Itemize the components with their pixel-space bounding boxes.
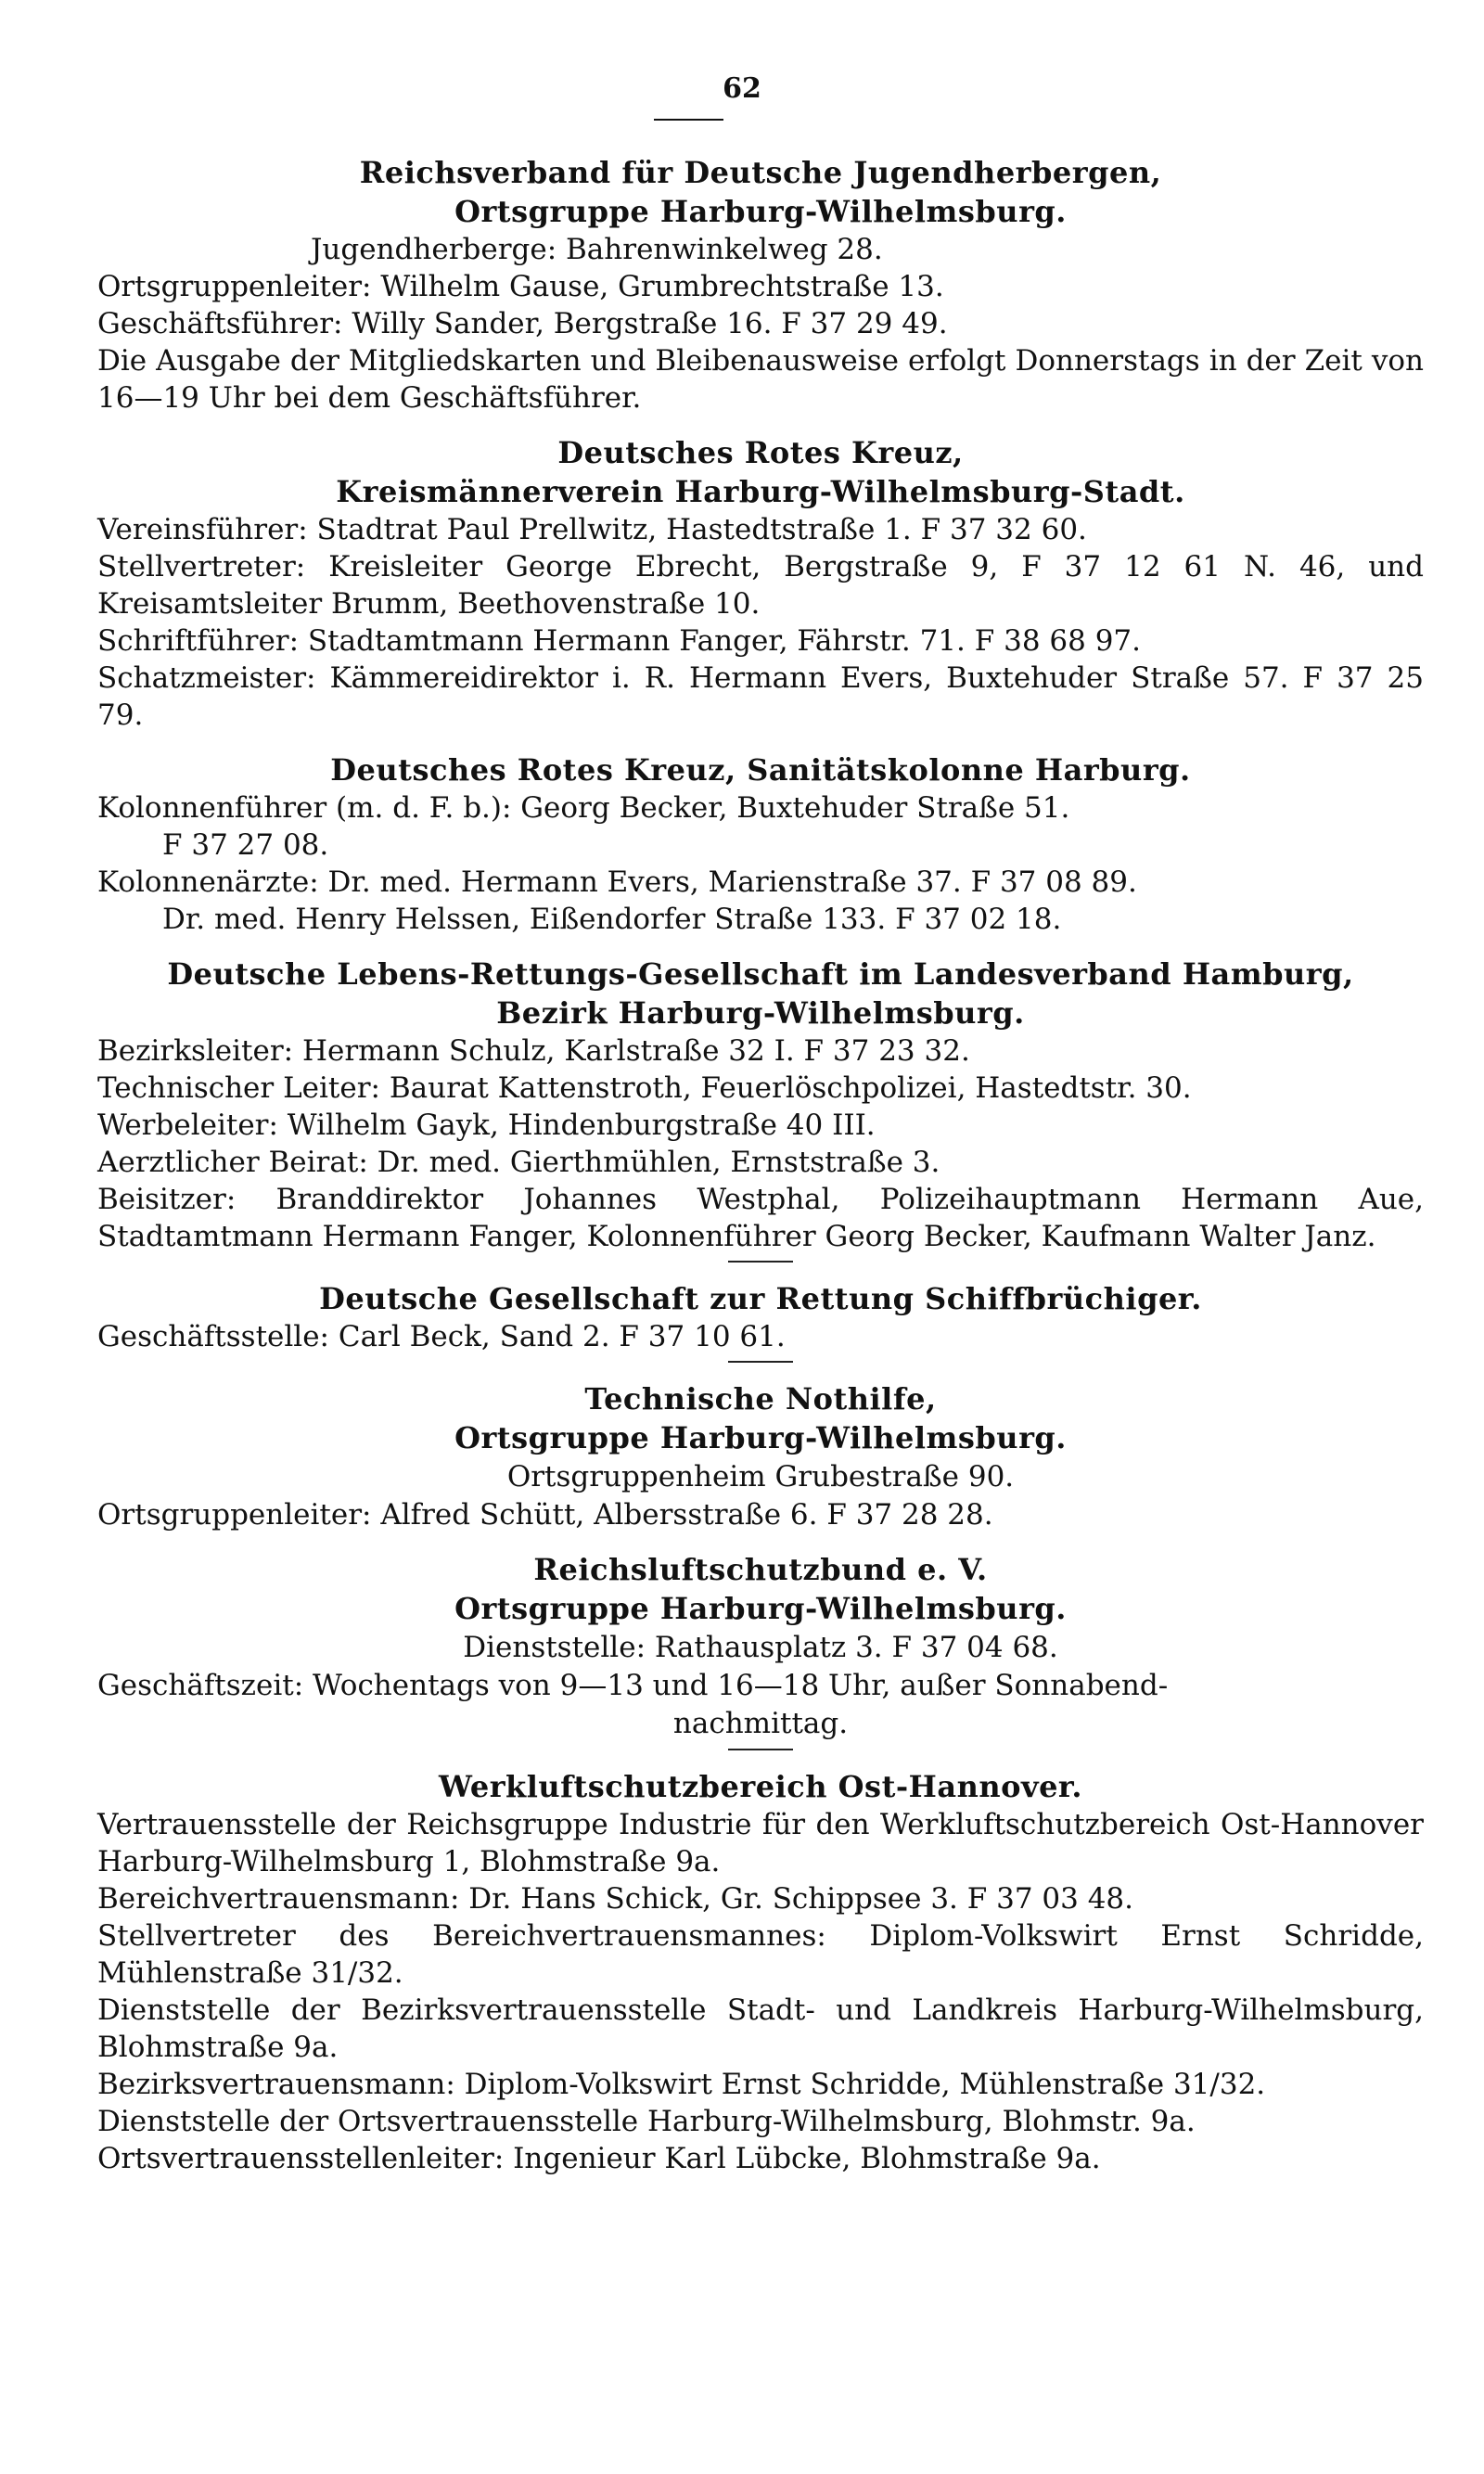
entry-line: Ortsvertrauensstellenleiter: Ingenieur Karl Lübcke, Blohmstraße 9a. <box>97 2142 1101 2175</box>
section-heading: Reichsverband für Deutsche Jugendherbergen, <box>359 155 1162 190</box>
section-subheading: Ortsgruppe Harburg-Wilhelmsburg. <box>454 1420 1067 1455</box>
entry-line: Ortsgruppenleiter: Alfred Schütt, Albersstraße 6. F 37 28 28. <box>97 1498 993 1532</box>
section-heading: Deutsches Rotes Kreuz, Sanitätskolonne Harburg. <box>330 752 1191 788</box>
entry-line: Dienststelle der Ortsvertrauensstelle Harburg-Wilhelmsburg, Blohmstr. 9a. <box>97 2105 1196 2138</box>
entry-line: Stellvertreter: Kreisleiter George Ebrecht, Bergstraße 9, F 37 12 61 N. 46, und Kreisamtsleiter Brumm, Beethovenstraße 10. <box>97 550 1424 621</box>
page-content <box>97 153 1424 2194</box>
section-heading: Technische Nothilfe, <box>584 1381 937 1416</box>
section-subheading: Ortsgruppe Harburg-Wilhelmsburg. <box>454 1591 1067 1626</box>
entry-line: Technischer Leiter: Baurat Kattenstroth, Feuerlöschpolizei, Hastedtstr. 30. <box>97 1071 1192 1105</box>
section-heading: Werkluftschutzbereich Ost-Hannover. <box>439 1769 1082 1804</box>
section-heading: Reichsluftschutzbund e. V. <box>533 1552 988 1587</box>
entry-line: Aerztlicher Beirat: Dr. med. Gierthmühlen, Ernststraße 3. <box>97 1146 940 1179</box>
section-sanitaetskolonne <box>97 750 1424 938</box>
entry-line: Dr. med. Henry Helssen, Eißendorfer Straße 133. F 37 02 18. <box>162 903 1062 936</box>
entry-line: Bezirksleiter: Hermann Schulz, Karlstraße 32 I. F 37 23 32. <box>97 1034 970 1068</box>
section-reichsluftschutzbund <box>97 1550 1424 1750</box>
entry-line: F 37 27 08. <box>162 828 329 862</box>
entry-line: Ortsgruppenheim Grubestraße 90. <box>506 1460 1015 1493</box>
section-werkluftschutz <box>97 1767 1424 2177</box>
section-heading: Deutsches Rotes Kreuz, <box>557 435 964 470</box>
page-number: 62 <box>723 72 761 105</box>
entry-line: Kolonnenärzte: Dr. med. Hermann Evers, Marienstraße 37. F 37 08 89. <box>97 865 1137 899</box>
entry-line: Kolonnenführer (m. d. F. b.): Georg Becker, Buxtehuder Straße 51. <box>97 791 1070 825</box>
section-separator <box>728 1361 793 1363</box>
entry-line: Geschäftsstelle: Carl Beck, Sand 2. F 37 10 61. <box>97 1320 786 1353</box>
entry-line: nachmittag. <box>672 1707 849 1740</box>
entry-line: Bereichvertrauensmann: Dr. Hans Schick, Gr. Schippsee 3. F 37 03 48. <box>97 1882 1134 1916</box>
entry-line: Vertrauensstelle der Reichsgruppe Industrie für den Werkluftschutzbereich Ost-Hannover Harburg-Wilhelmsburg 1, Blohmstraße 9a. <box>97 1808 1424 1878</box>
entry-line: Dienststelle: Rathausplatz 3. F 37 04 68. <box>463 1631 1058 1664</box>
section-subheading: Bezirk Harburg-Wilhelmsburg. <box>496 995 1025 1031</box>
section-separator <box>728 1261 793 1263</box>
entry-line: Geschäftszeit: Wochentags von 9—13 und 16—18 Uhr, außer Sonnabend- <box>97 1669 1169 1702</box>
section-lebens-rettungs <box>97 955 1424 1263</box>
entry-line: Werbeleiter: Wilhelm Gayk, Hindenburgstraße 40 III. <box>97 1109 876 1142</box>
entry-line: Die Ausgabe der Mitgliedskarten und Bleibenausweise erfolgt Donnerstags in der Zeit von 16—19 Uhr bei dem Geschäftsführer. <box>97 344 1424 415</box>
entry-line: Bezirksvertrauensmann: Diplom-Volkswirt Ernst Schridde, Mühlenstraße 31/32. <box>97 2068 1266 2101</box>
entry-line: Schriftführer: Stadtamtmann Hermann Fanger, Fährstr. 71. F 38 68 97. <box>97 624 1141 658</box>
entry-line: Stellvertreter des Bereichvertrauensmannes: Diplom-Volkswirt Ernst Schridde, Mühlenstraße 31/32. <box>97 1919 1424 1990</box>
section-heading: Deutsche Gesellschaft zur Rettung Schiffbrüchiger. <box>319 1281 1202 1316</box>
entry-line: Beisitzer: Branddirektor Johannes Westphal, Polizeihauptmann Hermann Aue, Stadtamtmann Hermann Fanger, Kolonnenführer Georg Becker, Kaufmann Walter Janz. <box>97 1183 1424 1253</box>
section-subheading: Kreismännerverein Harburg-Wilhelmsburg-Stadt. <box>336 474 1185 509</box>
section-separator <box>728 1749 793 1750</box>
section-heading: Deutsche Lebens-Rettungs-Gesellschaft im Landesverband Hamburg, <box>167 956 1354 992</box>
section-technische-nothilfe <box>97 1379 1424 1533</box>
entry-line: Geschäftsführer: Willy Sander, Bergstraße 16. F 37 29 49. <box>97 307 948 340</box>
section-rotes-kreuz-kreismaenner <box>97 433 1424 734</box>
section-schiffbruechige <box>97 1279 1424 1363</box>
entry-line: Jugendherberge: Bahrenwinkelweg 28. <box>311 233 883 266</box>
entry-line: Vereinsführer: Stadtrat Paul Prellwitz, Hastedtstraße 1. F 37 32 60. <box>97 513 1087 546</box>
entry-line: Dienststelle der Bezirksvertrauensstelle Stadt- und Landkreis Harburg-Wilhelmsburg, Blohmstraße 9a. <box>97 1993 1424 2064</box>
section-subheading: Ortsgruppe Harburg-Wilhelmsburg. <box>454 194 1067 229</box>
page-number-rule <box>654 119 723 121</box>
entry-line: Ortsgruppenleiter: Wilhelm Gause, Grumbrechtstraße 13. <box>97 270 944 303</box>
entry-line: Schatzmeister: Kämmereidirektor i. R. Hermann Evers, Buxtehuder Straße 57. F 37 25 79. <box>97 661 1424 732</box>
section-jugendherbergen <box>97 153 1424 417</box>
